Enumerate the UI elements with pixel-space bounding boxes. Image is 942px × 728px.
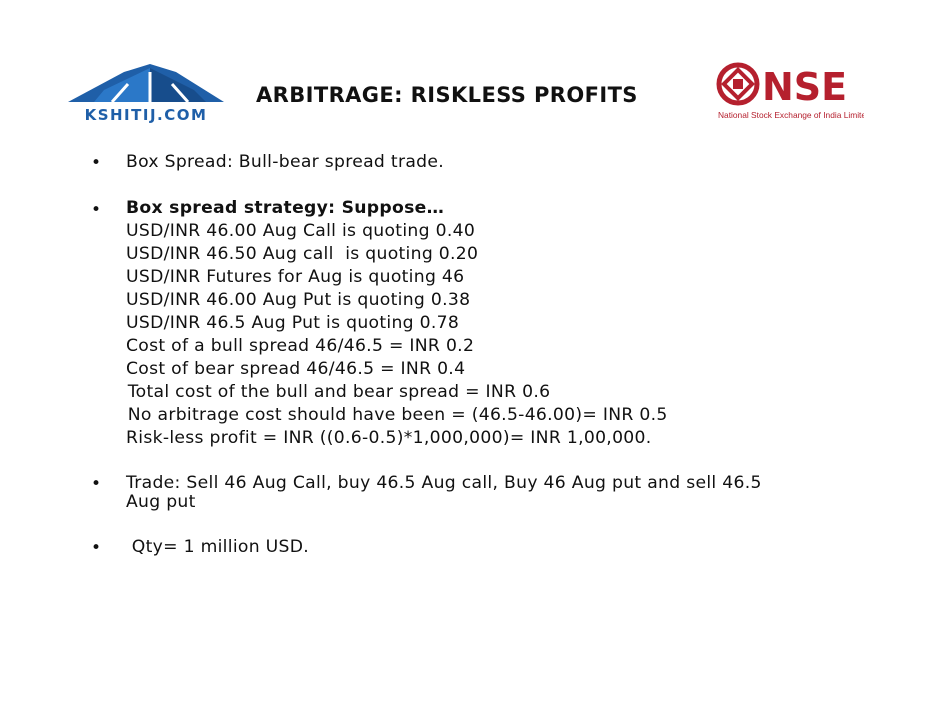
list-item: USD/INR 46.00 Aug Put is quoting 0.38 bbox=[126, 290, 471, 310]
kshitij-logo-text: KSHITIJ.COM bbox=[84, 106, 208, 124]
quantity-text: Qty= 1 million USD. bbox=[126, 537, 310, 557]
bullet-marker: • bbox=[91, 474, 102, 494]
trade-text-line2: Aug put bbox=[126, 492, 196, 512]
mountain-logo-icon bbox=[64, 62, 228, 126]
strategy-heading: Box spread strategy: Suppose… bbox=[126, 198, 445, 218]
list-item: Total cost of the bull and bear spread = INR 0.6 bbox=[122, 382, 551, 402]
nse-logo-text: NSE bbox=[762, 65, 848, 109]
list-item: No arbitrage cost should have been = (46.5-46.00)= INR 0.5 bbox=[122, 405, 668, 425]
list-item: Risk-less profit = INR ((0.6-0.5)*1,000,000)= INR 1,00,000. bbox=[126, 428, 652, 448]
list-item: USD/INR 46.50 Aug call is quoting 0.20 bbox=[126, 244, 479, 264]
list-item: Cost of bear spread 46/46.5 = INR 0.4 bbox=[126, 359, 466, 379]
nse-emblem-icon bbox=[719, 65, 757, 103]
bullet-marker: • bbox=[91, 153, 102, 173]
kshitij-logo bbox=[64, 62, 228, 126]
list-item: USD/INR 46.00 Aug Call is quoting 0.40 bbox=[126, 221, 476, 241]
list-item: USD/INR 46.5 Aug Put is quoting 0.78 bbox=[126, 313, 460, 333]
trade-text-line1: Trade: Sell 46 Aug Call, buy 46.5 Aug call, Buy 46 Aug put and sell 46.5 bbox=[126, 473, 762, 493]
page-title: ARBITRAGE: RISKLESS PROFITS bbox=[256, 83, 638, 107]
nse-logo bbox=[716, 62, 864, 122]
nse-logo-subtext: National Stock Exchange of India Limited bbox=[718, 110, 864, 120]
bullet-text-box-spread: Box Spread: Bull-bear spread trade. bbox=[126, 152, 444, 172]
bullet-marker: • bbox=[91, 200, 102, 220]
list-item: Cost of a bull spread 46/46.5 = INR 0.2 bbox=[126, 336, 475, 356]
list-item: USD/INR Futures for Aug is quoting 46 bbox=[126, 267, 465, 287]
bullet-marker: • bbox=[91, 538, 102, 558]
